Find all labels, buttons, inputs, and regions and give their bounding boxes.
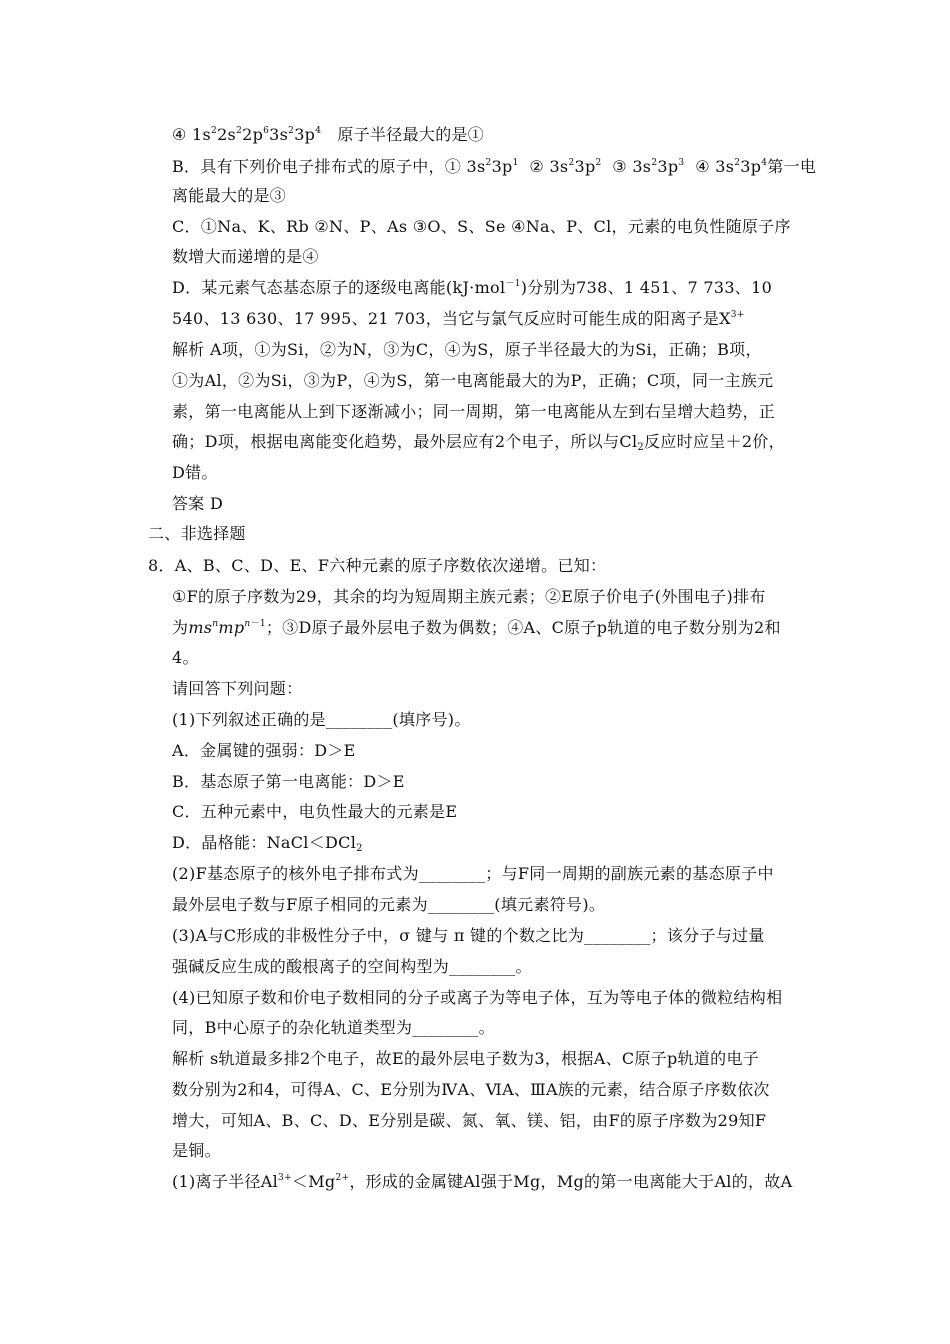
- answer-line: 答案 D: [172, 494, 224, 513]
- option-c-line-2: 数增大而递增的是④: [172, 247, 319, 266]
- q8-part-2-line-2: 最外层电子数与F原子相同的元素为________(填元素符号)。: [172, 895, 606, 914]
- q8-part-4-line-2: 同，B中心原子的杂化轨道类型为________。: [172, 1018, 495, 1037]
- q8-part-4-line-1: (4)已知原子数和价电子数相同的分子或离子为等电子体，互为等电子体的微粒结构相: [172, 988, 783, 1007]
- analysis-line-4: 确；D项，根据电离能变化趋势，最外层应有2个电子，所以与$Cl_2$反应时应呈＋2价，: [172, 432, 785, 453]
- q8-analysis-line-2: 数分别为2和4，可得A、C、E分别为ⅣA、ⅥA、ⅢA族的元素，结合原子序数依次: [172, 1080, 770, 1099]
- analysis-line-5: D错。: [172, 463, 218, 482]
- option-b-line-2: 离能最大的是③: [172, 186, 287, 205]
- q8-condition-line-1: ①F的原子序数为29，其余的均为短周期主族元素；②E原子价电子(外围电子)排布: [172, 587, 766, 606]
- analysis-line-2: ①为Al，②为Si，③为P，④为S，第一电离能最大的为P，正确；C项，同一主族元: [172, 371, 774, 390]
- option-a-line-4: ④ $1s^22s^22p^63s^23p^4$ 原子半径最大的是①: [172, 125, 485, 144]
- q8-condition-line-2: 为$ms^nmp^{n-1}$；③D原子最外层电子数为偶数；④A、C原子p轨道的电子数分别为2和: [172, 618, 781, 637]
- q8-analysis-line-1: 解析 s轨道最多排2个电子，故E的最外层电子数为3，根据A、C原子p轨道的电子: [172, 1049, 760, 1068]
- q8-part-1-option-c: C．五种元素中，电负性最大的元素是E: [172, 802, 458, 821]
- q8-analysis-line-4: 是铜。: [172, 1141, 221, 1160]
- q8-analysis-line-5: (1)离子半径$Al^{3+}<Mg^{2+}$，形成的金属键Al强于Mg，Mg的第一电离能大于Al的，故A: [172, 1172, 793, 1191]
- q8-part-1-option-d: D．晶格能：NaCl＜DCl$_2$: [172, 833, 363, 854]
- q8-analysis-line-3: 增大，可知A、B、C、D、E分别是碳、氮、氧、镁、铝，由F的原子序数为29知F: [172, 1111, 767, 1130]
- q8-part-1: (1)下列叙述正确的是________(填序号)。: [172, 710, 471, 729]
- q8-part-3-line-1: (3)A与C形成的非极性分子中，σ 键与 π 键的个数之比为________；该分子与过量: [172, 926, 765, 945]
- option-d-line-2: 540、13 630、17 995、21 703，当它与氯气反应时可能生成的阳离子是$X^{3+}$: [172, 309, 745, 328]
- option-b-line-1: B．具有下列价电子排布式的原子中，① $3s^23p^1$ ② $3s^23p^2$ ③ $3s^23p^3$ ④ $3s^23p^4$第一电: [172, 157, 817, 176]
- q8-part-1-option-a: A．金属键的强弱：D＞E: [172, 741, 356, 760]
- analysis-line-3: 素，第一电离能从上到下逐渐减小；同一周期，第一电离能从左到右呈增大趋势，正: [172, 402, 776, 421]
- q8-part-3-line-2: 强碱反应生成的酸根离子的空间构型为________。: [172, 957, 532, 976]
- question-8-stem: 8．A、B、C、D、E、F六种元素的原子序数依次递增。已知：: [148, 556, 607, 575]
- q8-part-1-option-b: B．基态原子第一电离能：D＞E: [172, 772, 405, 791]
- section-heading: 二、非选择题: [148, 524, 246, 543]
- q8-condition-line-3: 4。: [172, 648, 199, 667]
- q8-prompt: 请回答下列问题：: [172, 679, 303, 698]
- option-d-line-1: D．某元素气态基态原子的逐级电离能(kJ·mol$^{-1}$)分别为738、1 451、7 733、10: [172, 278, 773, 297]
- analysis-line-1: 解析 A项，①为Si，②为N，③为C，④为S，原子半径最大的为Si，正确；B项，: [172, 340, 762, 359]
- q8-part-2-line-1: (2)F基态原子的核外电子排布式为________；与F同一周期的副族元素的基态原子中: [172, 864, 774, 883]
- option-c-line-1: C．①Na、K、Rb ②N、P、As ③O、S、Se ④Na、P、Cl，元素的电负性随原子序: [172, 217, 791, 236]
